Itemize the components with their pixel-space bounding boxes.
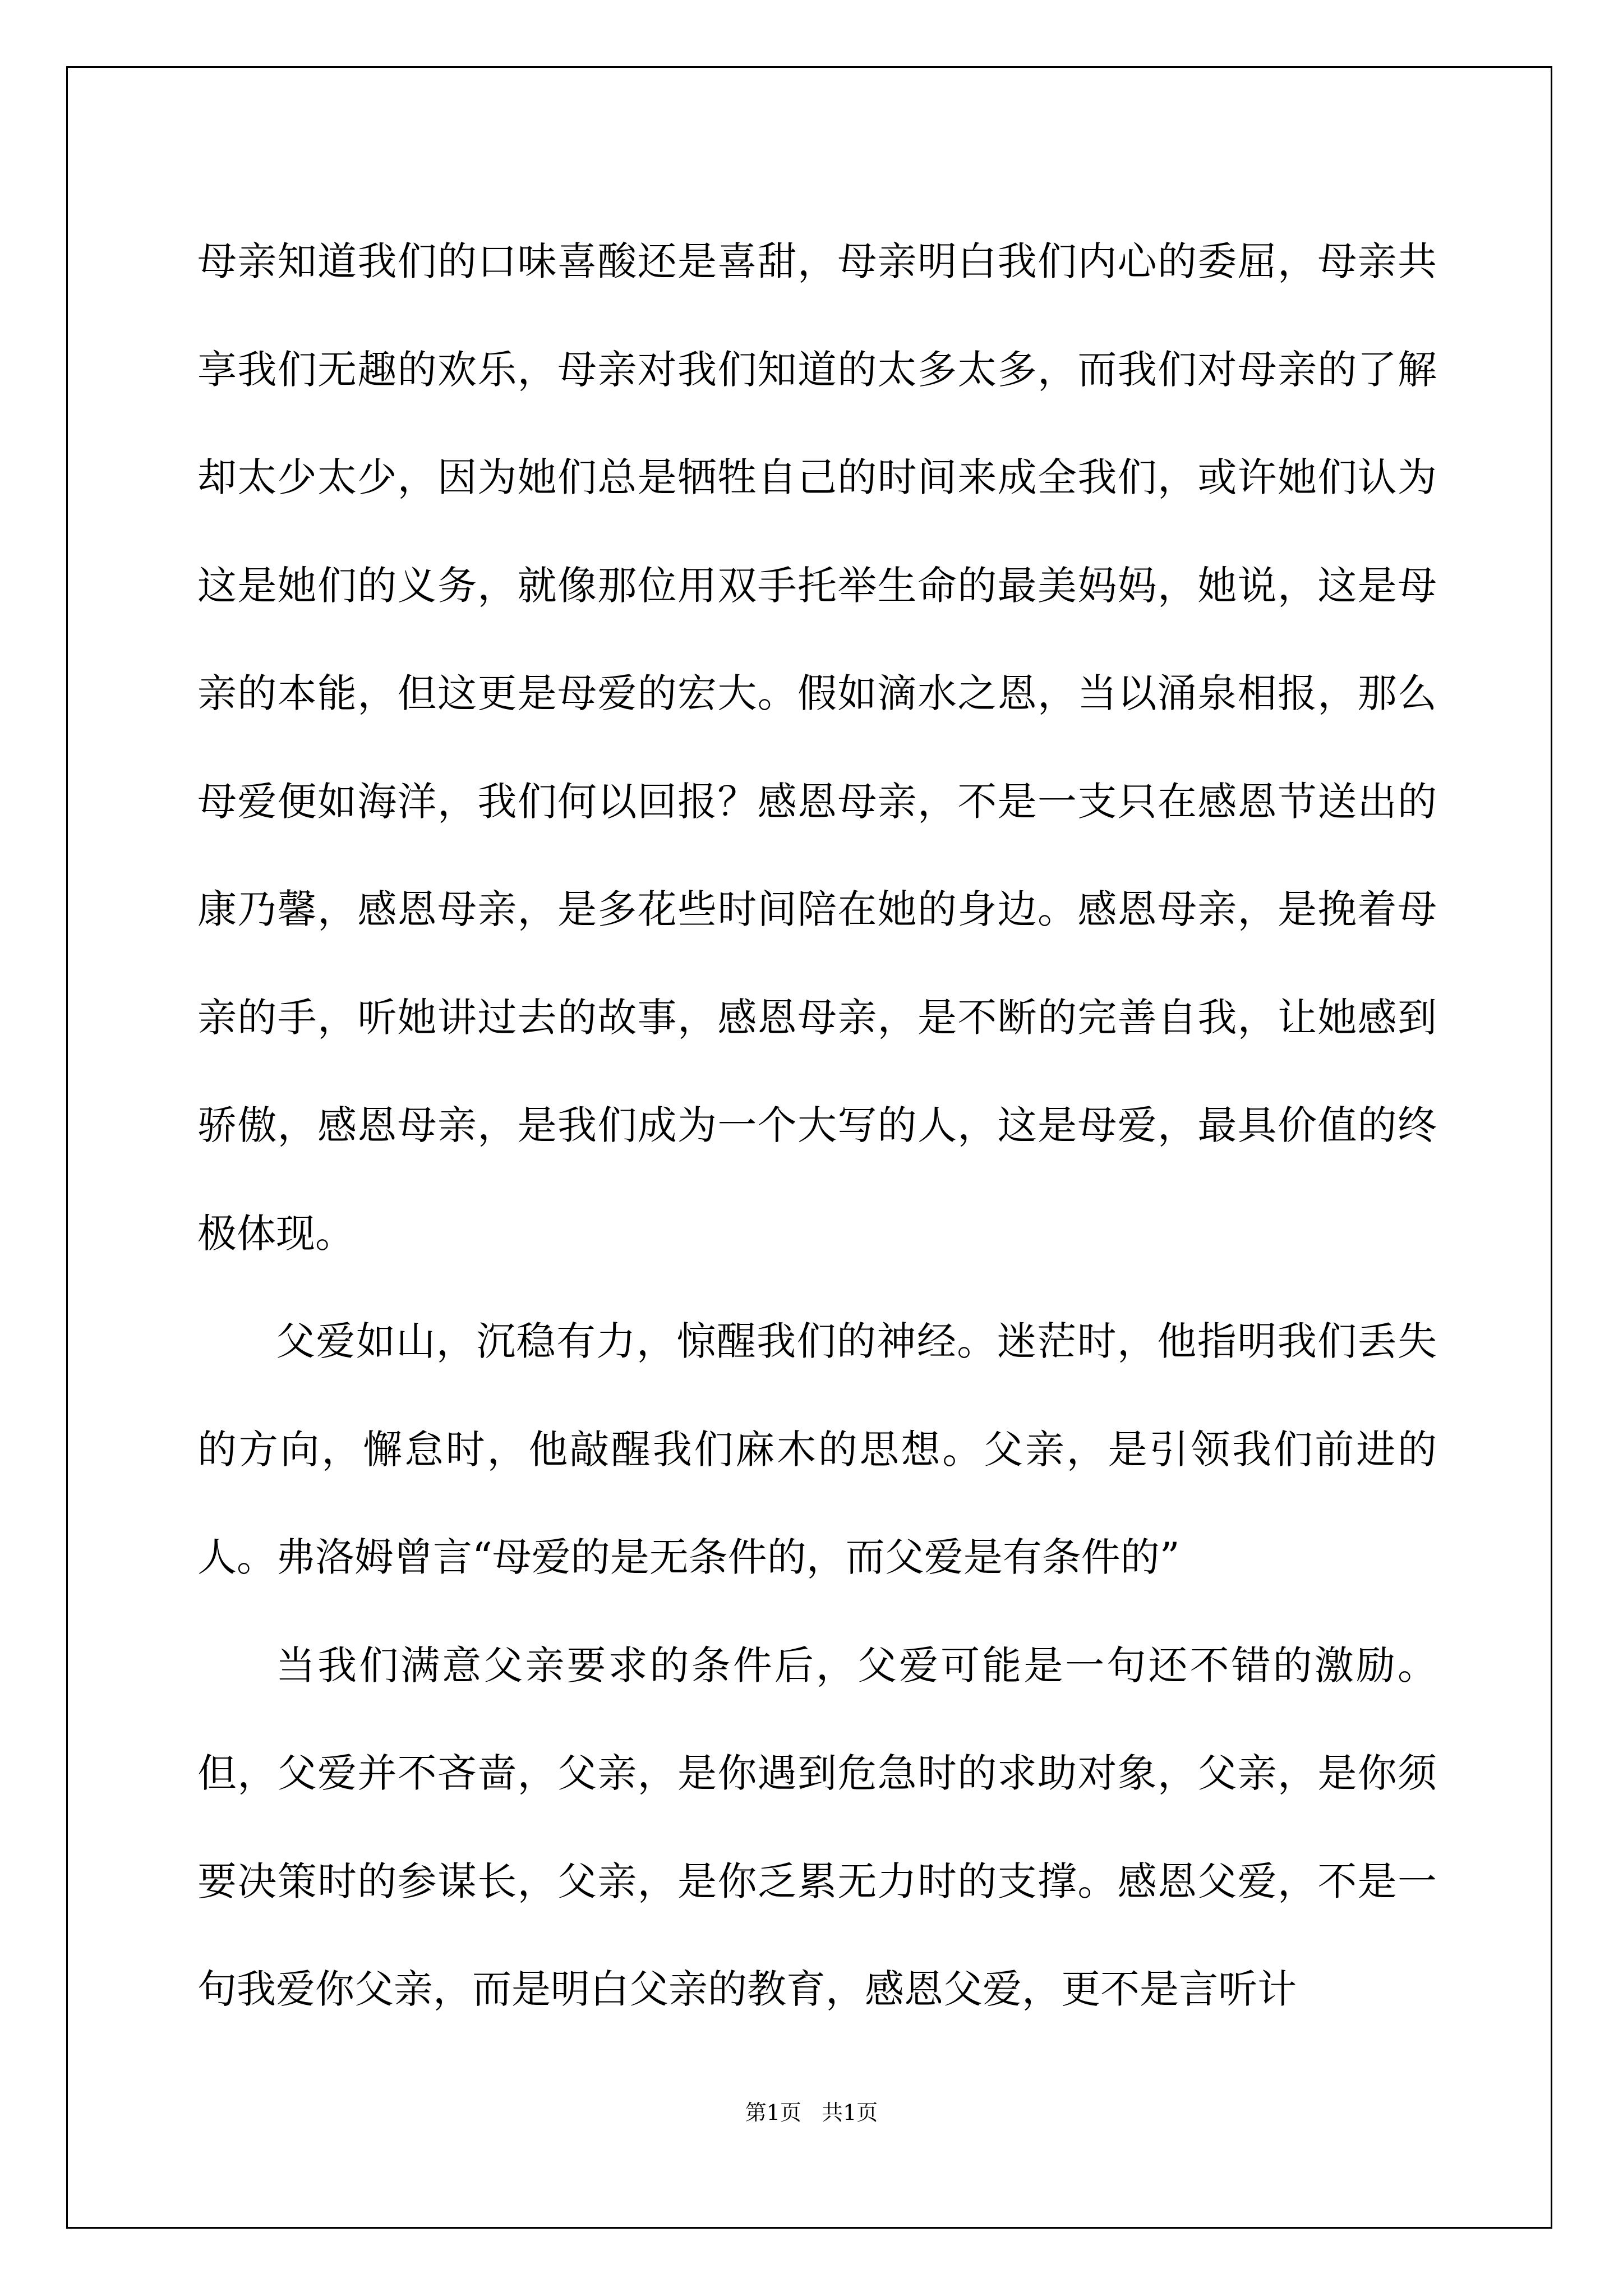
document-body xyxy=(197,208,1437,2044)
paragraph-father: 父爱如山，沉稳有力，惊醒我们的神经。迷茫时，他指明我们丢失的方向，懈怠时，他敲醒我们麻木的思想。父亲，是引领我们前进的人。弗洛姆曾言“母爱的是无条件的，而父爱是有条件的” xyxy=(197,1318,1437,1580)
page-footer: 第1页 共1页 xyxy=(745,2100,878,2125)
paragraph-father-continued: 当我们满意父亲要求的条件后，父爱可能是一句还不错的激励。但，父爱并不吝啬，父亲，是你遇到危急时的求助对象，父亲，是你须要决策时的参谋长，父亲，是你乏累无力时的支撑。感恩父爱，不是一句我爱你父亲，而是明白父亲的教育，感恩父爱，更不是言听计 xyxy=(197,1642,1437,2012)
paragraph-mother: 母亲知道我们的口味喜酸还是喜甜，母亲明白我们内心的委屈，母亲共享我们无趣的欢乐，母亲对我们知道的太多太多，而我们对母亲的了解却太少太少，因为她们总是牺牲自己的时间来成全我们，或许她们认为这是她们的义务，就像那位用双手托举生命的最美妈妈，她说，这是母亲的本能，但这更是母爱的宏大。假如滴水之恩，当以涌泉相报，那么母爱便如海洋，我们何以回报？感恩母亲，不是一支只在感恩节送出的康乃馨，感恩母亲，是多花些时间陪在她的身边。感恩母亲，是挽着母亲的手，听她讲过去的故事，感恩母亲，是不断的完善自我，让她感到骄傲，感恩母亲，是我们成为一个大写的人，这是母爱，最具价值的终极体现。 xyxy=(197,238,1437,1257)
